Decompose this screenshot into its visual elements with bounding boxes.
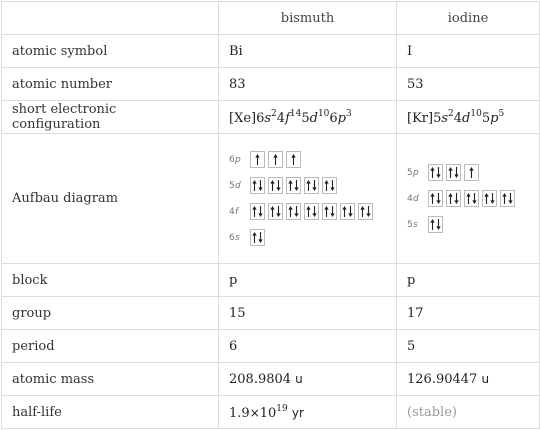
orbital-label: 5p	[407, 167, 419, 178]
subshell-letter: s	[264, 110, 272, 126]
orbital-box	[250, 177, 265, 194]
spin-up-arrow-icon	[252, 232, 257, 243]
subshell-electron-count: 3	[346, 108, 352, 119]
spin-up-arrow-icon	[273, 154, 278, 165]
orbital-row	[407, 190, 529, 208]
spin-down-arrow-icon	[330, 206, 335, 217]
subshell-electron-count: 5	[498, 108, 505, 119]
spin-up-arrow-icon	[466, 193, 471, 204]
spin-down-arrow-icon	[276, 206, 281, 217]
spin-down-arrow-icon	[258, 232, 263, 243]
orbital-box	[464, 164, 479, 181]
orbital-row	[229, 151, 386, 169]
iodine-value: I	[397, 35, 540, 68]
table-row-block	[2, 264, 540, 297]
row-label: half-life	[2, 396, 219, 429]
subshell-n: 4	[453, 110, 463, 126]
iodine-mass	[397, 363, 540, 396]
spin-up-arrow-icon	[469, 167, 474, 178]
orbital-box	[286, 177, 301, 194]
spin-up-arrow-icon	[252, 206, 257, 217]
spin-down-arrow-icon	[294, 206, 299, 217]
orbital-box	[428, 164, 443, 181]
bismuth-value: p	[219, 264, 397, 297]
spin-down-arrow-icon	[490, 193, 495, 204]
subshell-n: 6	[329, 110, 338, 126]
row-label: short electronic configuration	[2, 101, 219, 134]
spin-down-arrow-icon	[436, 219, 441, 230]
spin-down-arrow-icon	[454, 193, 459, 204]
orbital-box	[250, 203, 265, 220]
spin-up-arrow-icon	[288, 180, 293, 191]
half-life-mantissa: 1.9	[229, 405, 250, 421]
spin-up-arrow-icon	[502, 193, 507, 204]
orbital-box	[482, 190, 497, 207]
bismuth-value: Bi	[219, 35, 397, 68]
orbital-box	[268, 203, 283, 220]
spin-up-arrow-icon	[288, 206, 293, 217]
subshell-electron-count: 2	[271, 108, 277, 119]
orbital-box	[286, 203, 301, 220]
orbital-box	[428, 190, 443, 207]
row-label: block	[2, 264, 219, 297]
bismuth-aufbau-diagram	[219, 134, 397, 264]
orbital-box	[322, 203, 337, 220]
table-row-aufbau	[2, 134, 540, 264]
orbital-box	[268, 177, 283, 194]
orbital-row	[407, 216, 529, 234]
subshell-electron-count: 10	[317, 108, 330, 119]
table-row-period	[2, 330, 540, 363]
spin-up-arrow-icon	[430, 219, 435, 230]
bismuth-config	[219, 101, 397, 134]
spin-up-arrow-icon	[255, 154, 260, 165]
spin-up-arrow-icon	[448, 167, 453, 178]
orbital-row	[407, 164, 529, 182]
orbital-box	[446, 164, 461, 181]
orbital-box	[304, 177, 319, 194]
mass-unit: u	[481, 371, 490, 386]
iodine-value: 5	[397, 330, 540, 363]
orbital-label: 4d	[407, 193, 419, 204]
spin-up-arrow-icon	[324, 206, 329, 217]
times-sign: ×	[249, 405, 260, 420]
orbital-label: 5d	[229, 180, 241, 191]
subshell-letter: s	[441, 110, 449, 126]
header-empty-cell	[2, 2, 219, 35]
bismuth-value: 83	[219, 68, 397, 101]
orbital-row	[229, 203, 386, 221]
table-row-group	[2, 297, 540, 330]
spin-down-arrow-icon	[312, 206, 317, 217]
orbital-box	[322, 177, 337, 194]
spin-down-arrow-icon	[294, 180, 299, 191]
spin-down-arrow-icon	[312, 180, 317, 191]
iodine-value: p	[397, 264, 540, 297]
mass-value: 126.90447	[407, 371, 478, 387]
bismuth-half-life	[219, 396, 397, 429]
orbital-label: 6p	[229, 154, 241, 165]
orbital-box	[304, 203, 319, 220]
spin-down-arrow-icon	[508, 193, 513, 204]
subshell-n: 6	[256, 110, 265, 126]
bismuth-value: 15	[219, 297, 397, 330]
row-label: atomic number	[2, 68, 219, 101]
element-comparison-table	[1, 1, 540, 429]
table-row-atomic-number	[2, 68, 540, 101]
orbital-row	[229, 229, 386, 247]
spin-up-arrow-icon	[270, 180, 275, 191]
subshell-n: 4	[276, 110, 286, 126]
spin-down-arrow-icon	[258, 180, 263, 191]
iodine-value: 53	[397, 68, 540, 101]
spin-up-arrow-icon	[324, 180, 329, 191]
orbital-label: 4f	[229, 206, 239, 217]
table-row-half-life	[2, 396, 540, 429]
half-life-base: 10	[259, 405, 277, 421]
row-label: atomic symbol	[2, 35, 219, 68]
table-row-electron-configuration	[2, 101, 540, 134]
subshell-n: 5	[301, 110, 310, 126]
row-label: atomic mass	[2, 363, 219, 396]
header-iodine: iodine	[397, 2, 540, 35]
table-row-atomic-mass	[2, 363, 540, 396]
subshell-n: 5	[433, 110, 442, 126]
spin-down-arrow-icon	[454, 167, 459, 178]
orbital-label: 6s	[229, 232, 240, 243]
spin-up-arrow-icon	[360, 206, 365, 217]
row-label: group	[2, 297, 219, 330]
spin-up-arrow-icon	[430, 193, 435, 204]
spin-down-arrow-icon	[348, 206, 353, 217]
table-row-atomic-symbol	[2, 35, 540, 68]
spin-up-arrow-icon	[306, 180, 311, 191]
orbital-box	[500, 190, 515, 207]
header-bismuth: bismuth	[219, 2, 397, 35]
spin-down-arrow-icon	[330, 180, 335, 191]
orbital-box	[286, 151, 301, 168]
subshell-electron-count: 2	[448, 108, 454, 119]
spin-down-arrow-icon	[436, 167, 441, 178]
subshell-letter: f	[285, 110, 290, 126]
spin-down-arrow-icon	[276, 180, 281, 191]
subshell-letter: p	[337, 110, 346, 126]
spin-up-arrow-icon	[484, 193, 489, 204]
config-parts	[433, 108, 505, 126]
subshell-letter: p	[490, 110, 499, 126]
mass-unit: u	[295, 371, 303, 386]
spin-up-arrow-icon	[342, 206, 347, 217]
spin-up-arrow-icon	[291, 154, 296, 165]
subshell-electron-count: 10	[470, 108, 482, 119]
orbital-box	[428, 216, 443, 233]
header-row	[2, 2, 540, 35]
half-life-unit: yr	[291, 405, 304, 420]
mass-value: 208.9804	[229, 371, 292, 387]
iodine-config	[397, 101, 540, 134]
spin-up-arrow-icon	[252, 180, 257, 191]
config-core: [Kr]	[407, 110, 434, 126]
config-parts	[256, 108, 352, 126]
orbital-box	[340, 203, 355, 220]
orbital-row	[229, 177, 386, 195]
subshell-letter: d	[462, 110, 471, 126]
orbital-box	[250, 229, 265, 246]
orbital-box	[268, 151, 283, 168]
row-label: period	[2, 330, 219, 363]
bismuth-value: 6	[219, 330, 397, 363]
orbital-box	[358, 203, 373, 220]
config-core: [Xe]	[229, 110, 257, 126]
spin-up-arrow-icon	[270, 206, 275, 217]
row-label: Aufbau diagram	[2, 134, 219, 264]
half-life-exponent: 19	[276, 403, 288, 414]
subshell-n: 5	[481, 110, 491, 126]
spin-down-arrow-icon	[366, 206, 371, 217]
spin-up-arrow-icon	[306, 206, 311, 217]
orbital-box	[250, 151, 265, 168]
iodine-value: 17	[397, 297, 540, 330]
subshell-electron-count: 14	[289, 108, 302, 119]
iodine-half-life: (stable)	[397, 396, 540, 429]
orbital-box	[446, 190, 461, 207]
spin-down-arrow-icon	[258, 206, 263, 217]
iodine-aufbau-diagram	[397, 134, 540, 264]
spin-down-arrow-icon	[472, 193, 477, 204]
orbital-label: 5s	[407, 219, 418, 230]
bismuth-mass	[219, 363, 397, 396]
orbital-box	[464, 190, 479, 207]
spin-down-arrow-icon	[436, 193, 441, 204]
spin-up-arrow-icon	[448, 193, 453, 204]
spin-up-arrow-icon	[430, 167, 435, 178]
subshell-letter: d	[309, 110, 318, 126]
